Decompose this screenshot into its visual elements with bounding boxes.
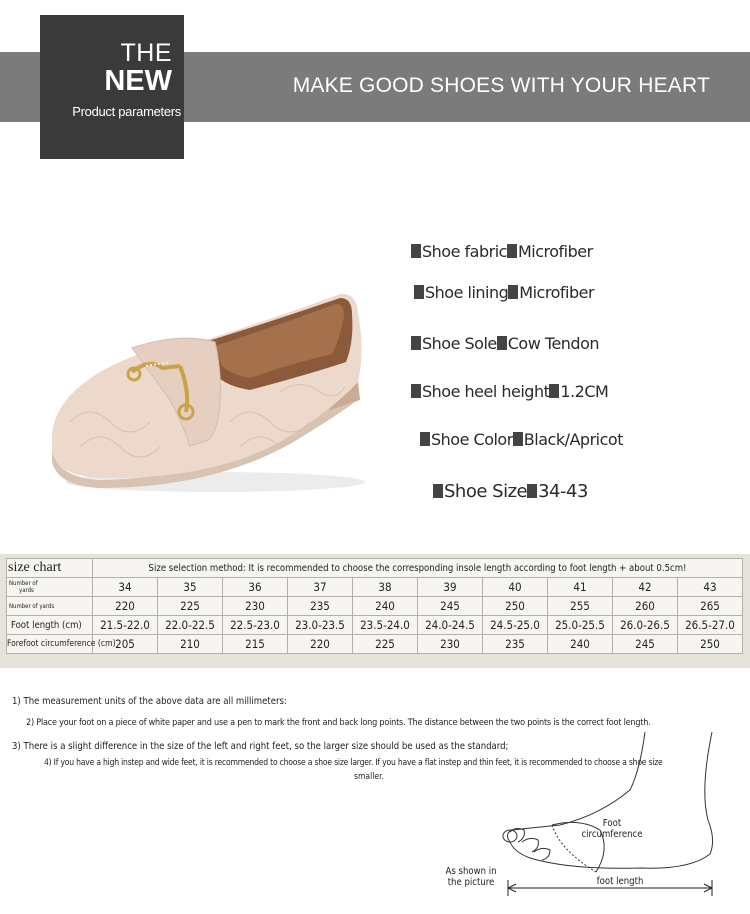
bullet-icon: [411, 384, 421, 398]
foot-length-label: foot length: [590, 876, 650, 887]
foot-circumference-label: Foot circumference: [581, 818, 643, 840]
new-badge: [40, 15, 184, 159]
size-method: Size selection method: It is recommended to choose the corresponding insole length according to foot length + about 0.5cm!: [93, 559, 743, 578]
table-cell: 245: [613, 635, 678, 654]
param-heel-height: Shoe heel height 1.2CM: [411, 382, 608, 401]
row-label-foot-length: Foot length (cm): [7, 616, 93, 635]
bullet-icon: [411, 336, 421, 350]
table-cell: 38: [353, 578, 418, 597]
bullet-icon: [508, 285, 518, 299]
size-chart-title: size chart: [7, 559, 93, 578]
bullet-icon: [527, 484, 537, 498]
table-cell: 23.5-24.0: [353, 616, 418, 635]
bullet-icon: [433, 484, 443, 498]
note-2: 2) Place your foot on a piece of white paper and use a pen to mark the front and back long points. The distance between the two points is the correct foot length.: [26, 718, 651, 728]
table-cell: 240: [353, 597, 418, 616]
table-cell: 265: [678, 597, 743, 616]
table-cell: 245: [418, 597, 483, 616]
param-shoe-fabric: Shoe fabric Microfiber: [411, 242, 593, 261]
table-cell: 43: [678, 578, 743, 597]
as-shown-label: As shown in the picture: [445, 866, 497, 888]
table-cell: 215: [223, 635, 288, 654]
param-shoe-color: Shoe Color Black/Apricot: [420, 430, 623, 449]
bullet-icon: [549, 384, 559, 398]
badge-the: THE: [120, 39, 172, 67]
row-label-size: Number of yards: [7, 578, 93, 597]
table-cell: 24.5-25.0: [483, 616, 548, 635]
size-chart-table: [6, 558, 743, 654]
table-cell: 40: [483, 578, 548, 597]
param-shoe-size: Shoe Size 34-43: [433, 481, 588, 502]
bullet-icon: [420, 432, 430, 446]
table-cell: 25.0-25.5: [548, 616, 613, 635]
bullet-icon: [497, 336, 507, 350]
table-cell: 39: [418, 578, 483, 597]
table-cell: 210: [158, 635, 223, 654]
badge-new: NEW: [104, 65, 172, 97]
table-cell: 22.5-23.0: [223, 616, 288, 635]
slogan: MAKE GOOD SHOES WITH YOUR HEART: [292, 74, 710, 97]
table-cell: 36: [223, 578, 288, 597]
param-shoe-lining: Shoe lining Microfiber: [414, 283, 594, 302]
table-cell: 250: [483, 597, 548, 616]
note-4-cont: smaller.: [354, 772, 384, 782]
note-4: 4) If you have a high instep and wide feet, it is recommended to choose a shoe size larger. If you have a flat instep and thin feet, it is recommended to choose a shoe size: [44, 758, 663, 768]
table-row: [7, 559, 743, 578]
note-1: 1) The measurement units of the above data are all millimeters:: [12, 696, 287, 707]
table-cell: 235: [483, 635, 548, 654]
table-cell: 260: [613, 597, 678, 616]
table-cell: 255: [548, 597, 613, 616]
table-cell: 235: [288, 597, 353, 616]
bullet-icon: [414, 285, 424, 299]
table-cell: 22.0-22.5: [158, 616, 223, 635]
table-cell: 37: [288, 578, 353, 597]
row-label-yards: Number of yards: [7, 597, 93, 616]
table-cell: 41: [548, 578, 613, 597]
table-cell: 26.5-27.0: [678, 616, 743, 635]
table-cell: 23.0-23.5: [288, 616, 353, 635]
table-cell: 220: [288, 635, 353, 654]
table-cell: 250: [678, 635, 743, 654]
table-cell: 26.0-26.5: [613, 616, 678, 635]
table-row: [7, 597, 743, 616]
table-cell: 230: [418, 635, 483, 654]
table-cell: 220: [93, 597, 158, 616]
loafer-shoe-image: [40, 282, 380, 502]
badge-subtitle: Product parameters: [72, 104, 181, 119]
bullet-icon: [411, 244, 421, 258]
row-label-forefoot: Forefoot circumference (cm): [7, 635, 93, 654]
table-cell: 42: [613, 578, 678, 597]
table-cell: 21.5-22.0: [93, 616, 158, 635]
bullet-icon: [507, 244, 517, 258]
table-cell: 225: [158, 597, 223, 616]
table-cell: 34: [93, 578, 158, 597]
table-cell: 24.0-24.5: [418, 616, 483, 635]
table-row: [7, 616, 743, 635]
table-cell: 205: [93, 635, 158, 654]
note-3: 3) There is a slight difference in the size of the left and right feet, so the larger size should be used as the standard;: [12, 741, 509, 752]
param-shoe-sole: Shoe Sole Cow Tendon: [411, 334, 599, 353]
table-cell: 35: [158, 578, 223, 597]
table-cell: 230: [223, 597, 288, 616]
bullet-icon: [513, 432, 523, 446]
table-cell: 240: [548, 635, 613, 654]
table-row: [7, 578, 743, 597]
table-cell: 225: [353, 635, 418, 654]
table-row: [7, 635, 743, 654]
